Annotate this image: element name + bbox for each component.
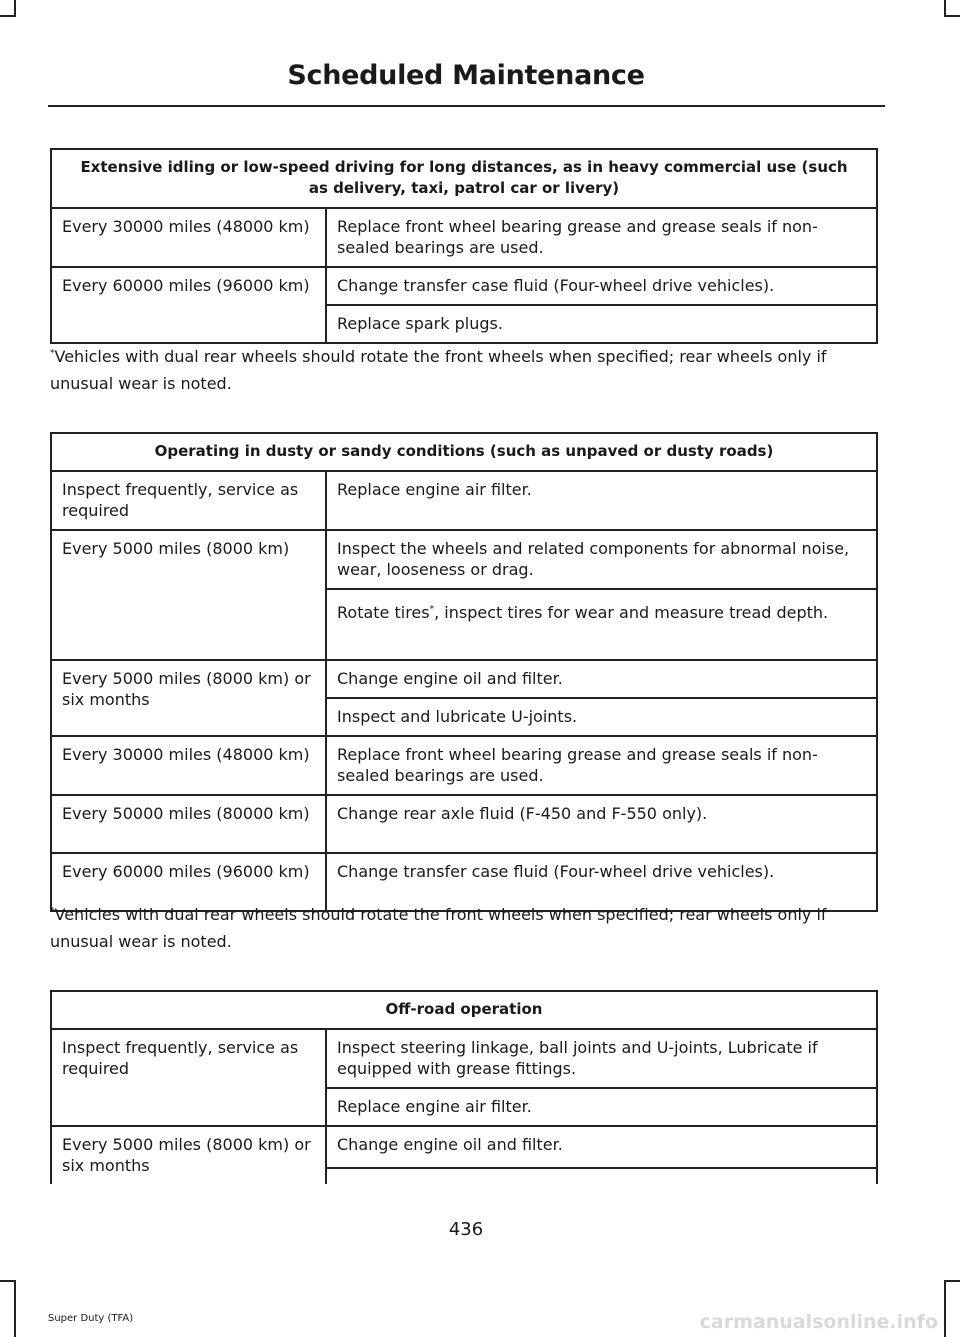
footnote-text: Vehicles with dual rear wheels should rotate the front wheels when specified; rear wheels only if unusual wear is noted. (50, 905, 827, 951)
task-cell: Replace front wheel bearing grease and grease seals if non-sealed bearings are used. (326, 736, 877, 795)
interval-cell: Every 5000 miles (8000 km) (51, 530, 326, 660)
task-cell: Inspect the wheels and related components for abnormal noise, wear, looseness or drag. (326, 530, 877, 589)
watermark: carmanualsonline.info (699, 1311, 938, 1333)
interval-cell: Every 5000 miles (8000 km) or six months (51, 660, 326, 736)
task-text: Rotate tires (337, 603, 430, 622)
table-row (51, 1126, 877, 1168)
crop-mark (944, 15, 960, 17)
table-row (51, 795, 877, 853)
task-cell: Replace engine air filter. (326, 471, 877, 530)
footnote-marker: * (50, 348, 55, 359)
crop-mark (0, 15, 16, 17)
maintenance-table-idling (50, 148, 878, 344)
task-text: , inspect tires for wear and measure tread depth. (434, 603, 829, 622)
footnote (50, 901, 880, 955)
table-row (51, 530, 877, 589)
crop-mark (14, 0, 16, 16)
task-cell (326, 1168, 877, 1184)
footnote (50, 343, 880, 397)
interval-cell: Inspect frequently, service as required (51, 1029, 326, 1126)
maintenance-table-dusty (50, 432, 878, 912)
task-cell: Change engine oil and filter. (326, 1126, 877, 1168)
task-cell: Change engine oil and filter. (326, 660, 877, 698)
task-cell: Change transfer case fluid (Four-wheel drive vehicles). (326, 853, 877, 911)
footer-model: Super Duty (TFA) (48, 1313, 134, 1324)
interval-cell: Inspect frequently, service as required (51, 471, 326, 530)
footnote-text: Vehicles with dual rear wheels should rotate the front wheels when specified; rear wheels only if unusual wear is noted. (50, 347, 827, 393)
interval-cell: Every 5000 miles (8000 km) or six months (51, 1126, 326, 1184)
task-cell: Inspect and lubricate U-joints. (326, 698, 877, 736)
footnote-marker: * (50, 906, 55, 917)
footnote-marker: * (429, 604, 435, 615)
crop-mark (944, 1280, 960, 1282)
task-cell: Change rear axle fluid (F-450 and F-550 only). (326, 795, 877, 853)
page-number: 436 (448, 1219, 484, 1240)
crop-mark (0, 1280, 16, 1282)
table-row (51, 1029, 877, 1088)
interval-cell: Every 50000 miles (80000 km) (51, 795, 326, 853)
crop-mark (14, 1281, 16, 1337)
header-rule (48, 105, 885, 107)
task-cell: Replace engine air filter. (326, 1088, 877, 1126)
task-cell: Change transfer case fluid (Four-wheel drive vehicles). (326, 267, 877, 305)
interval-cell: Every 60000 miles (96000 km) (51, 267, 326, 343)
table-row (51, 471, 877, 530)
crop-mark (944, 1281, 946, 1337)
interval-cell: Every 30000 miles (48000 km) (51, 208, 326, 267)
task-cell: Replace front wheel bearing grease and grease seals if non-sealed bearings are used. (326, 208, 877, 267)
table-title: Off-road operation (51, 991, 877, 1029)
task-cell: Inspect steering linkage, ball joints and U-joints, Lubricate if equipped with grease fittings. (326, 1029, 877, 1088)
crop-mark (944, 0, 946, 16)
task-cell: Replace spark plugs. (326, 305, 877, 343)
table-row (51, 660, 877, 698)
page-title: Scheduled Maintenance (287, 60, 645, 91)
table-title: Operating in dusty or sandy conditions (such as unpaved or dusty roads) (51, 433, 877, 471)
table-row (51, 736, 877, 795)
table-row (51, 208, 877, 267)
table-row (51, 267, 877, 305)
task-cell (326, 589, 877, 660)
table-title: Extensive idling or low-speed driving for long distances, as in heavy commercial use (such as delivery, taxi, patrol car or livery) (51, 149, 877, 208)
interval-cell: Every 30000 miles (48000 km) (51, 736, 326, 795)
maintenance-table-offroad (50, 990, 878, 1184)
interval-cell: Every 60000 miles (96000 km) (51, 853, 326, 911)
